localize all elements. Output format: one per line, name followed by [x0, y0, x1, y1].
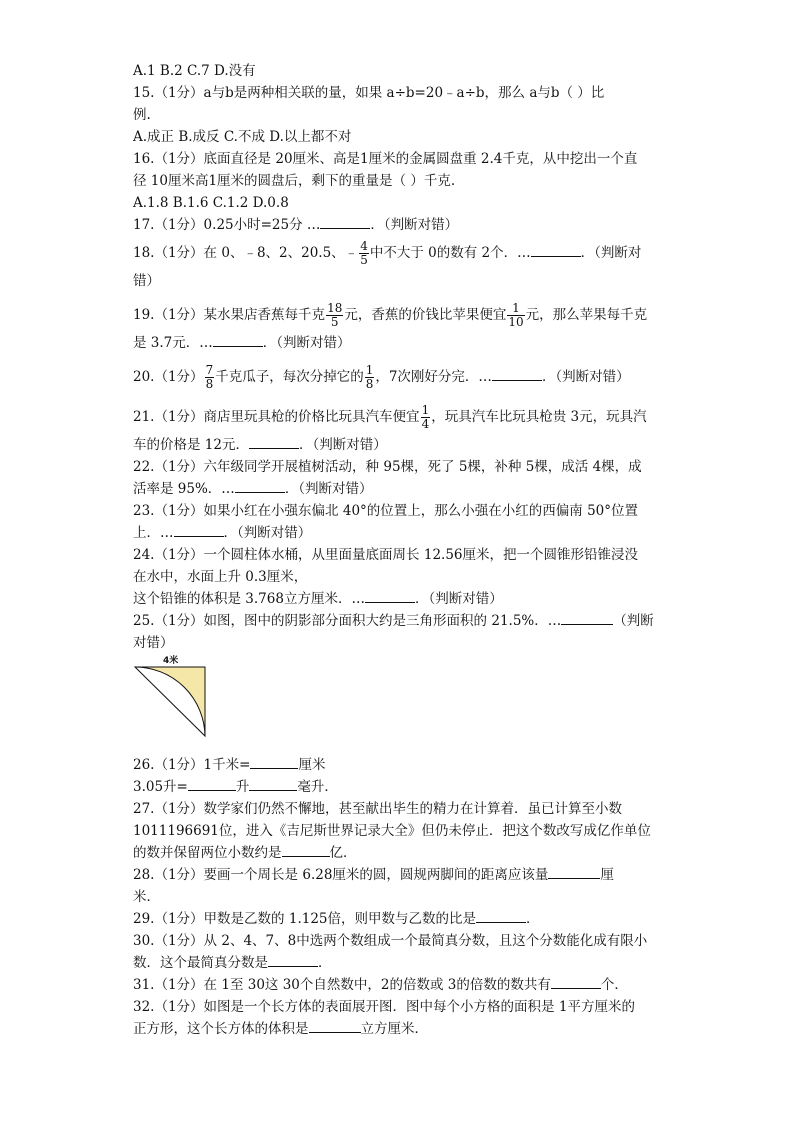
- denominator: 5: [330, 315, 339, 329]
- question-text: 16.（1分）底面直径是 20厘米、高是1厘米的金属圆盘重 2.4千克，从中挖出一个直: [133, 151, 638, 167]
- answer-blank[interactable]: [365, 588, 415, 603]
- question-text: 立方厘米．: [360, 1021, 428, 1037]
- figure-label: 4米: [163, 656, 179, 666]
- question-text: ，玩具汽车比玩具枪贵 3元，玩具汽: [431, 409, 647, 425]
- question-25-figure: [133, 654, 663, 754]
- question-text: 厘米: [298, 757, 326, 773]
- answer-blank[interactable]: [249, 434, 299, 449]
- question-text: 元，香蕉的价钱比苹果便宜: [344, 307, 507, 323]
- question-27-cont2: [133, 842, 663, 864]
- question-text: ．（判断对: [580, 245, 642, 261]
- question-text: ．（判断对错）: [414, 591, 503, 607]
- question-22: [133, 456, 663, 478]
- options-text: A.1.8 B.1.6 C.1.2 D.0.8: [133, 195, 289, 211]
- fraction: [507, 302, 524, 329]
- question-15: [133, 82, 663, 104]
- question-23: [133, 500, 663, 522]
- question-27: [133, 798, 663, 820]
- question-text: 32.（1分）如图是一个长方体的表面展开图．图中每个小方格的面积是 1平方厘米的: [133, 999, 635, 1015]
- question-24-cont2: [133, 588, 663, 610]
- question-text: 上．…: [133, 525, 174, 541]
- question-18: [133, 236, 663, 270]
- question-28: [133, 864, 663, 886]
- question-19: [133, 298, 663, 332]
- question-22-cont: [133, 478, 663, 500]
- question-text: 活率是 95%．…: [133, 481, 235, 497]
- question-24: [133, 544, 663, 566]
- question-text: 毫升．: [297, 779, 338, 795]
- question-text: （判断: [613, 613, 654, 629]
- question-text: ．（判断对错）: [262, 335, 351, 351]
- question-text: 升: [235, 779, 250, 795]
- question-text: 车的价格是 12元．: [133, 437, 249, 453]
- question-text: 千克瓜子，每次分掉它的: [215, 369, 364, 385]
- options-text: A.1 B.2 C.7 D.没有: [133, 63, 256, 79]
- question-text: 亿．: [329, 845, 357, 861]
- question-25-cont: [133, 632, 663, 654]
- numerator: 1: [507, 302, 524, 316]
- question-text: ，7次刚好分完．…: [375, 369, 492, 385]
- question-text: 例.: [133, 107, 151, 123]
- question-text: 径 10厘米高1厘米的圆盘后，剩下的重量是（ ）千克.: [133, 173, 456, 189]
- fraction: [205, 364, 215, 391]
- question-text: 29.（1分）甲数是乙数的 1.125倍，则甲数与乙数的比是: [133, 911, 476, 927]
- question-text: 的数并保留两位小数约是: [133, 845, 282, 861]
- question-text: ．（判断对错）: [541, 369, 630, 385]
- question-text: 对错）: [133, 635, 174, 651]
- answer-blank[interactable]: [309, 1018, 361, 1033]
- answer-blank[interactable]: [320, 214, 370, 229]
- question-text: 是 3.7元．…: [133, 335, 213, 351]
- question-15-options: [133, 126, 663, 148]
- fraction: [326, 302, 343, 329]
- question-text: 22.（1分）六年级同学开展植树活动，种 95棵，死了 5棵，补种 5棵，成活 4棵，成: [133, 459, 642, 475]
- question-text: 17.（1分）0.25小时=25分 …: [133, 217, 321, 233]
- question-32-cont: [133, 1018, 663, 1040]
- answer-blank[interactable]: [268, 952, 318, 967]
- question-text: 20.（1分）: [133, 369, 204, 385]
- question-17: [133, 214, 663, 236]
- question-text: ．: [526, 911, 540, 927]
- numerator: 7: [205, 363, 214, 377]
- answer-blank[interactable]: [250, 754, 298, 769]
- question-26: [133, 754, 663, 776]
- question-20: [133, 360, 663, 394]
- numerator: 4: [360, 239, 368, 253]
- fraction: [359, 240, 369, 267]
- denominator: 8: [205, 377, 214, 391]
- question-text: 在水中，水面上升 0.3厘米，: [133, 569, 308, 585]
- fraction: [421, 404, 431, 431]
- question-32: [133, 996, 663, 1018]
- question-text: 米．: [133, 889, 160, 905]
- question-30-cont: [133, 952, 663, 974]
- question-26-cont: [133, 776, 663, 798]
- question-text: 30.（1分）从 2、4、7、8中选两个数组成一个最简真分数，且这个分数能化成有限小: [133, 933, 648, 949]
- question-29: [133, 908, 663, 930]
- question-text: 正方形，这个长方体的体积是: [133, 1021, 309, 1037]
- answer-blank[interactable]: [174, 522, 224, 537]
- answer-blank[interactable]: [476, 908, 526, 923]
- denominator: 4: [421, 417, 430, 431]
- question-text: 元，那么苹果每千克: [525, 307, 648, 323]
- question-25: [133, 610, 663, 632]
- triangle-figure: [133, 654, 223, 742]
- question-text: ．（判断对错）: [284, 481, 373, 497]
- fraction: [365, 364, 375, 391]
- question-24-cont: [133, 566, 663, 588]
- options-text: A.成正 B.成反 C.不成 D.以上都不对: [133, 129, 352, 145]
- question-text: ．（判断对错）: [223, 525, 312, 541]
- question-21: [133, 400, 663, 434]
- denominator: 8: [365, 377, 374, 391]
- question-31: [133, 974, 663, 996]
- question-text: 21.（1分）商店里玩具枪的价格比玩具汽车便宜: [133, 409, 420, 425]
- answer-blank[interactable]: [561, 610, 613, 625]
- question-text: 厘: [600, 867, 614, 883]
- question-19-cont: [133, 332, 663, 354]
- question-text: 错）: [133, 273, 160, 289]
- question-text: 18.（1分）在 0、﹣8、2、20.5、﹣: [133, 245, 359, 261]
- question-14-options: [133, 60, 663, 82]
- question-text: 24.（1分）一个圆柱体水桶，从里面量底面周长 12.56厘米，把一个圆锥形铅锥浸没: [133, 547, 638, 563]
- question-28-cont: [133, 886, 663, 908]
- answer-blank[interactable]: [282, 842, 330, 857]
- numerator: 18: [327, 301, 343, 315]
- question-16-options: [133, 192, 663, 214]
- question-text: 中不大于 0的数有 2个．…: [369, 245, 531, 261]
- question-text: 27.（1分）数学家们仍然不懈地，甚至献出毕生的精力在计算着．虽已计算至小数: [133, 801, 623, 817]
- question-21-cont: [133, 434, 663, 456]
- question-text: 25.（1分）如图，图中的阴影部分面积大约是三角形面积的 21.5%．…: [133, 613, 562, 629]
- denominator: 10: [508, 315, 524, 329]
- question-23-cont: [133, 522, 663, 544]
- question-18-cont: [133, 270, 663, 292]
- question-text: 23.（1分）如果小红在小强东偏北 40°的位置上，那么小强在小红的西偏南 50°位置: [133, 503, 638, 519]
- question-text: 31.（1分）在 1至 30这 30个自然数中，2的倍数或 3的倍数的数共有: [133, 977, 551, 993]
- answer-blank[interactable]: [492, 366, 542, 381]
- question-text: 26.（1分）1千米=: [133, 757, 251, 773]
- question-30: [133, 930, 663, 952]
- question-27-cont: [133, 820, 663, 842]
- answer-blank[interactable]: [235, 478, 285, 493]
- answer-blank[interactable]: [551, 974, 601, 989]
- question-text: ．（判断对错）: [298, 437, 387, 453]
- denominator: 5: [360, 253, 368, 267]
- numerator: 1: [421, 403, 430, 417]
- question-16: [133, 148, 663, 170]
- question-text: 15.（1分）a与b是两种相关联的量，如果 a÷b=20﹣a÷b，那么 a与b（ ）比: [133, 85, 605, 101]
- answer-blank[interactable]: [213, 332, 263, 347]
- question-text: 19.（1分）某水果店香蕉每千克: [133, 307, 326, 323]
- numerator: 1: [365, 363, 374, 377]
- question-text: 个．: [600, 977, 628, 993]
- question-text: 3.05升=: [133, 779, 188, 795]
- worksheet-page: [133, 60, 663, 1040]
- question-text: 这个铅锥的体积是 3.768立方厘米．…: [133, 591, 365, 607]
- question-16-cont: [133, 170, 663, 192]
- answer-blank[interactable]: [188, 776, 236, 791]
- question-text: 28.（1分）要画一个周长是 6.28厘米的圆，圆规两脚间的距离应该量: [133, 867, 549, 883]
- question-text: 1011196691位，进入《吉尼斯世界记录大全》但仍未停止．把这个数改写成亿作单位: [133, 823, 651, 839]
- question-15-cont: [133, 104, 663, 126]
- answer-blank[interactable]: [249, 776, 297, 791]
- answer-blank[interactable]: [531, 242, 581, 257]
- question-text: ．（判断对错）: [370, 217, 459, 233]
- answer-blank[interactable]: [548, 864, 600, 879]
- question-text: ．: [318, 955, 332, 971]
- question-text: 数．这个最简真分数是: [133, 955, 268, 971]
